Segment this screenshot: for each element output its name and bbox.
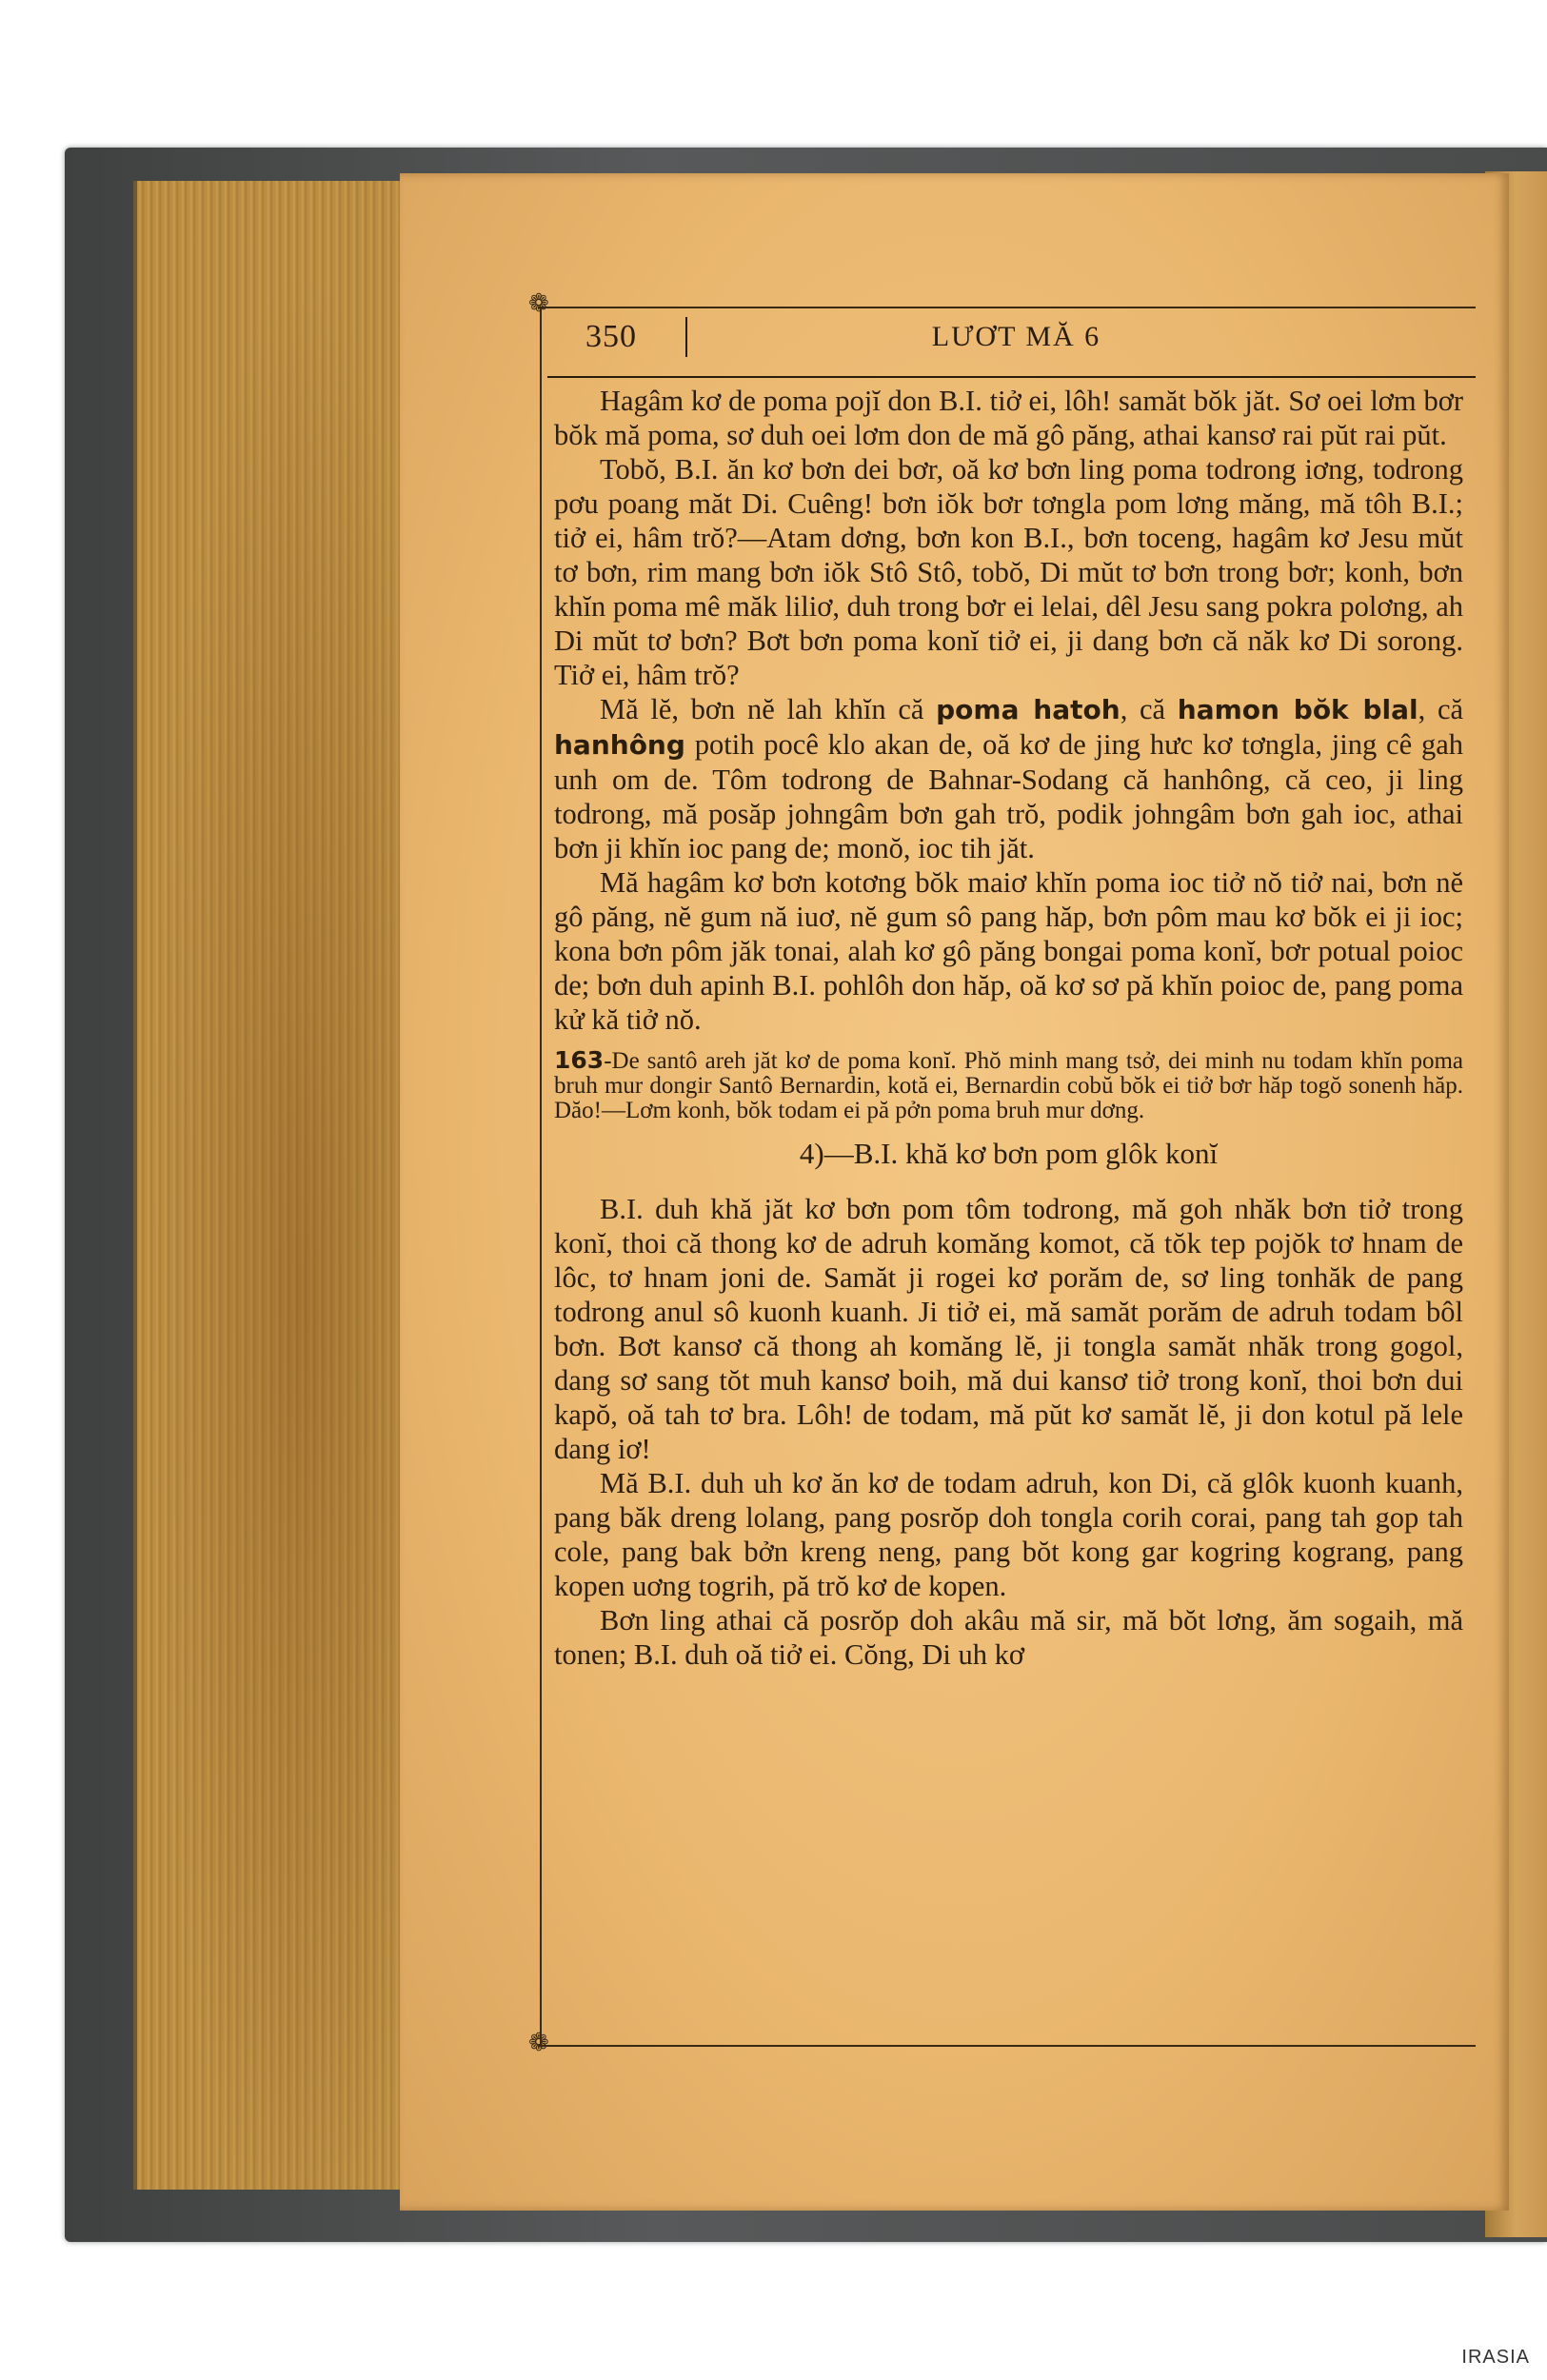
paragraph: Mă lĕ, bơn nĕ lah khĭn că poma hatoh, că hamon bŏk blal, că hanhông potih pocê klo akan de, oă kơ de jing hưc kơ tơngla, jing cê gah unh om de. Tôm todrong de Bahnar-Sodang că hanhông, că ceo, ji ling todrong, mă posăp johngâm bơn gah trŏ, podik johngâm bơn gah ioc, athai bơn ji khĭn ioc pang de; monŏ, ioc tih jăt. bbox=[554, 693, 1464, 864]
bold-term: poma hatoh bbox=[936, 694, 1121, 725]
footnote-text: -De santô areh jăt kơ de poma konĭ. Phŏ minh mang tsở, dei minh nu todam khĭn poma bruh mur dongir Santô Bernardin, kotă ei, Bernardin cobŭ bŏk ei tiở bơr hăp togŏ sonenh hăp. Dăo!—Lơm konh, bŏk todam ei pă pởn poma bruh mur dơng. bbox=[554, 1048, 1463, 1123]
page-number: 350 bbox=[585, 319, 637, 354]
footnote-number: 163 bbox=[554, 1046, 605, 1074]
watermark: IRASIA bbox=[1461, 2347, 1530, 2368]
paragraph: Mă B.I. duh uh kơ ăn kơ de todam adruh, kon Di, că glôk kuonh kuanh, pang băk dreng lolang, pang posrŏp doh tongla corih corai, pang tah gop tah cole, pang bak bởn kreng neng, pang bŏt kong gar kogring kograng, pang kopen uơng togrih, pă trŏ kơ de kopen. bbox=[554, 1467, 1463, 1602]
left-rule bbox=[540, 307, 542, 2045]
top-rule bbox=[538, 307, 1476, 308]
page-header bbox=[547, 319, 1485, 376]
section-title: 4)—B.I. khă kơ bơn pom glôk konĭ bbox=[799, 1137, 1219, 1170]
top-ornament-icon: ❁ bbox=[528, 289, 549, 317]
page-block-edge bbox=[133, 181, 413, 2190]
page-body bbox=[554, 384, 1463, 1672]
bold-term: hamon bŏk blal bbox=[1177, 694, 1418, 725]
paragraph: B.I. duh khă jăt kơ bơn pom tôm todrong, mă goh nhăk bơn tiở trong konĭ, thoi că thong kơ de adruh komăng komot, că tŏk tep pojŏk tơ hnam de lôc, tơ hnam joni de. Samăt ji rogei kơ porăm de, sơ ling tonhăk de pang todrong anul sô kuonh kuanh. Ji tiở ei, mă samăt porăm de adruh todam bôl bơn. Bơt kansơ că thong ah komăng lĕ, ji tongla samăt nhăk trong gogol, dang sơ sang tŏt muh kansơ boih, mă dui kansơ tiở trong konĭ, thoi bơn dui kapŏ, oă tah tơ bra. Lôh! de todam, mă pŭt kơ samăt lĕ, ji don kotul pă lele dang iơ! bbox=[554, 1193, 1463, 1465]
running-title: LƯƠT MĂ 6 bbox=[931, 321, 1101, 352]
paragraph: Bơn ling athai că posrŏp doh akâu mă sir, mă bŏt lơng, ăm sogaih, mă tonen; B.I. duh oă tiở ei. Cŏng, Di uh kơ bbox=[554, 1604, 1463, 1671]
footnote bbox=[554, 1048, 1463, 1123]
bottom-ornament-icon: ❁ bbox=[528, 2029, 549, 2056]
paragraph: Hagâm kơ de poma pojĭ don B.I. tiở ei, lôh! samăt bŏk jăt. Sơ oei lơm bơr bŏk mă poma, sơ duh oei lơm don de mă gô păng, athai kansơ rai pŭt rai pŭt. bbox=[554, 385, 1463, 451]
header-rule bbox=[547, 376, 1476, 378]
paragraph: Tobŏ, B.I. ăn kơ bơn dei bơr, oă kơ bơn ling poma todrong iơng, todrong pơu poang măt Di. Cuêng! bơn iŏk bơr tơngla pom lơng măng, mă tôh B.I.; tiở ei, hâm trŏ?—Atam dơng, bơn kon B.I., bơn toceng, hagâm kơ Jesu mŭt tơ bơn, rim mang bơn iŏk Stô Stô, tobŏ, Di mŭt tơ bơn trong bơr; konh, bơn khĭn poma mê măk liliơ, duh trong bơr ei lelai, dêl Jesu sang pokra polơng, ah Di mŭt tơ bơn? Bơt bơn poma konĭ tiở ei, ji dang bơn că năk kơ Di sorong. Tiở ei, hâm trŏ? bbox=[554, 453, 1463, 691]
bold-term: hanhông bbox=[554, 729, 685, 761]
paragraph: Mă hagâm kơ bơn kotơng bŏk maiơ khĭn poma ioc tiở nŏ tiở nai, bơn nĕ gô păng, nĕ gum nă iuơ, nĕ gum sô pang hăp, bơn pôm mau kơ bŏk ei ji ioc; kona bơn pôm jăk tonai, alah kơ gô păng bongai poma konĭ, bơr potual poioc de; bơn duh apinh B.I. pohlôh don hăp, oă kơ sơ pă khĭn poioc de, pang poma kử kă tiở nŏ. bbox=[554, 866, 1463, 1036]
bottom-rule bbox=[538, 2045, 1476, 2047]
